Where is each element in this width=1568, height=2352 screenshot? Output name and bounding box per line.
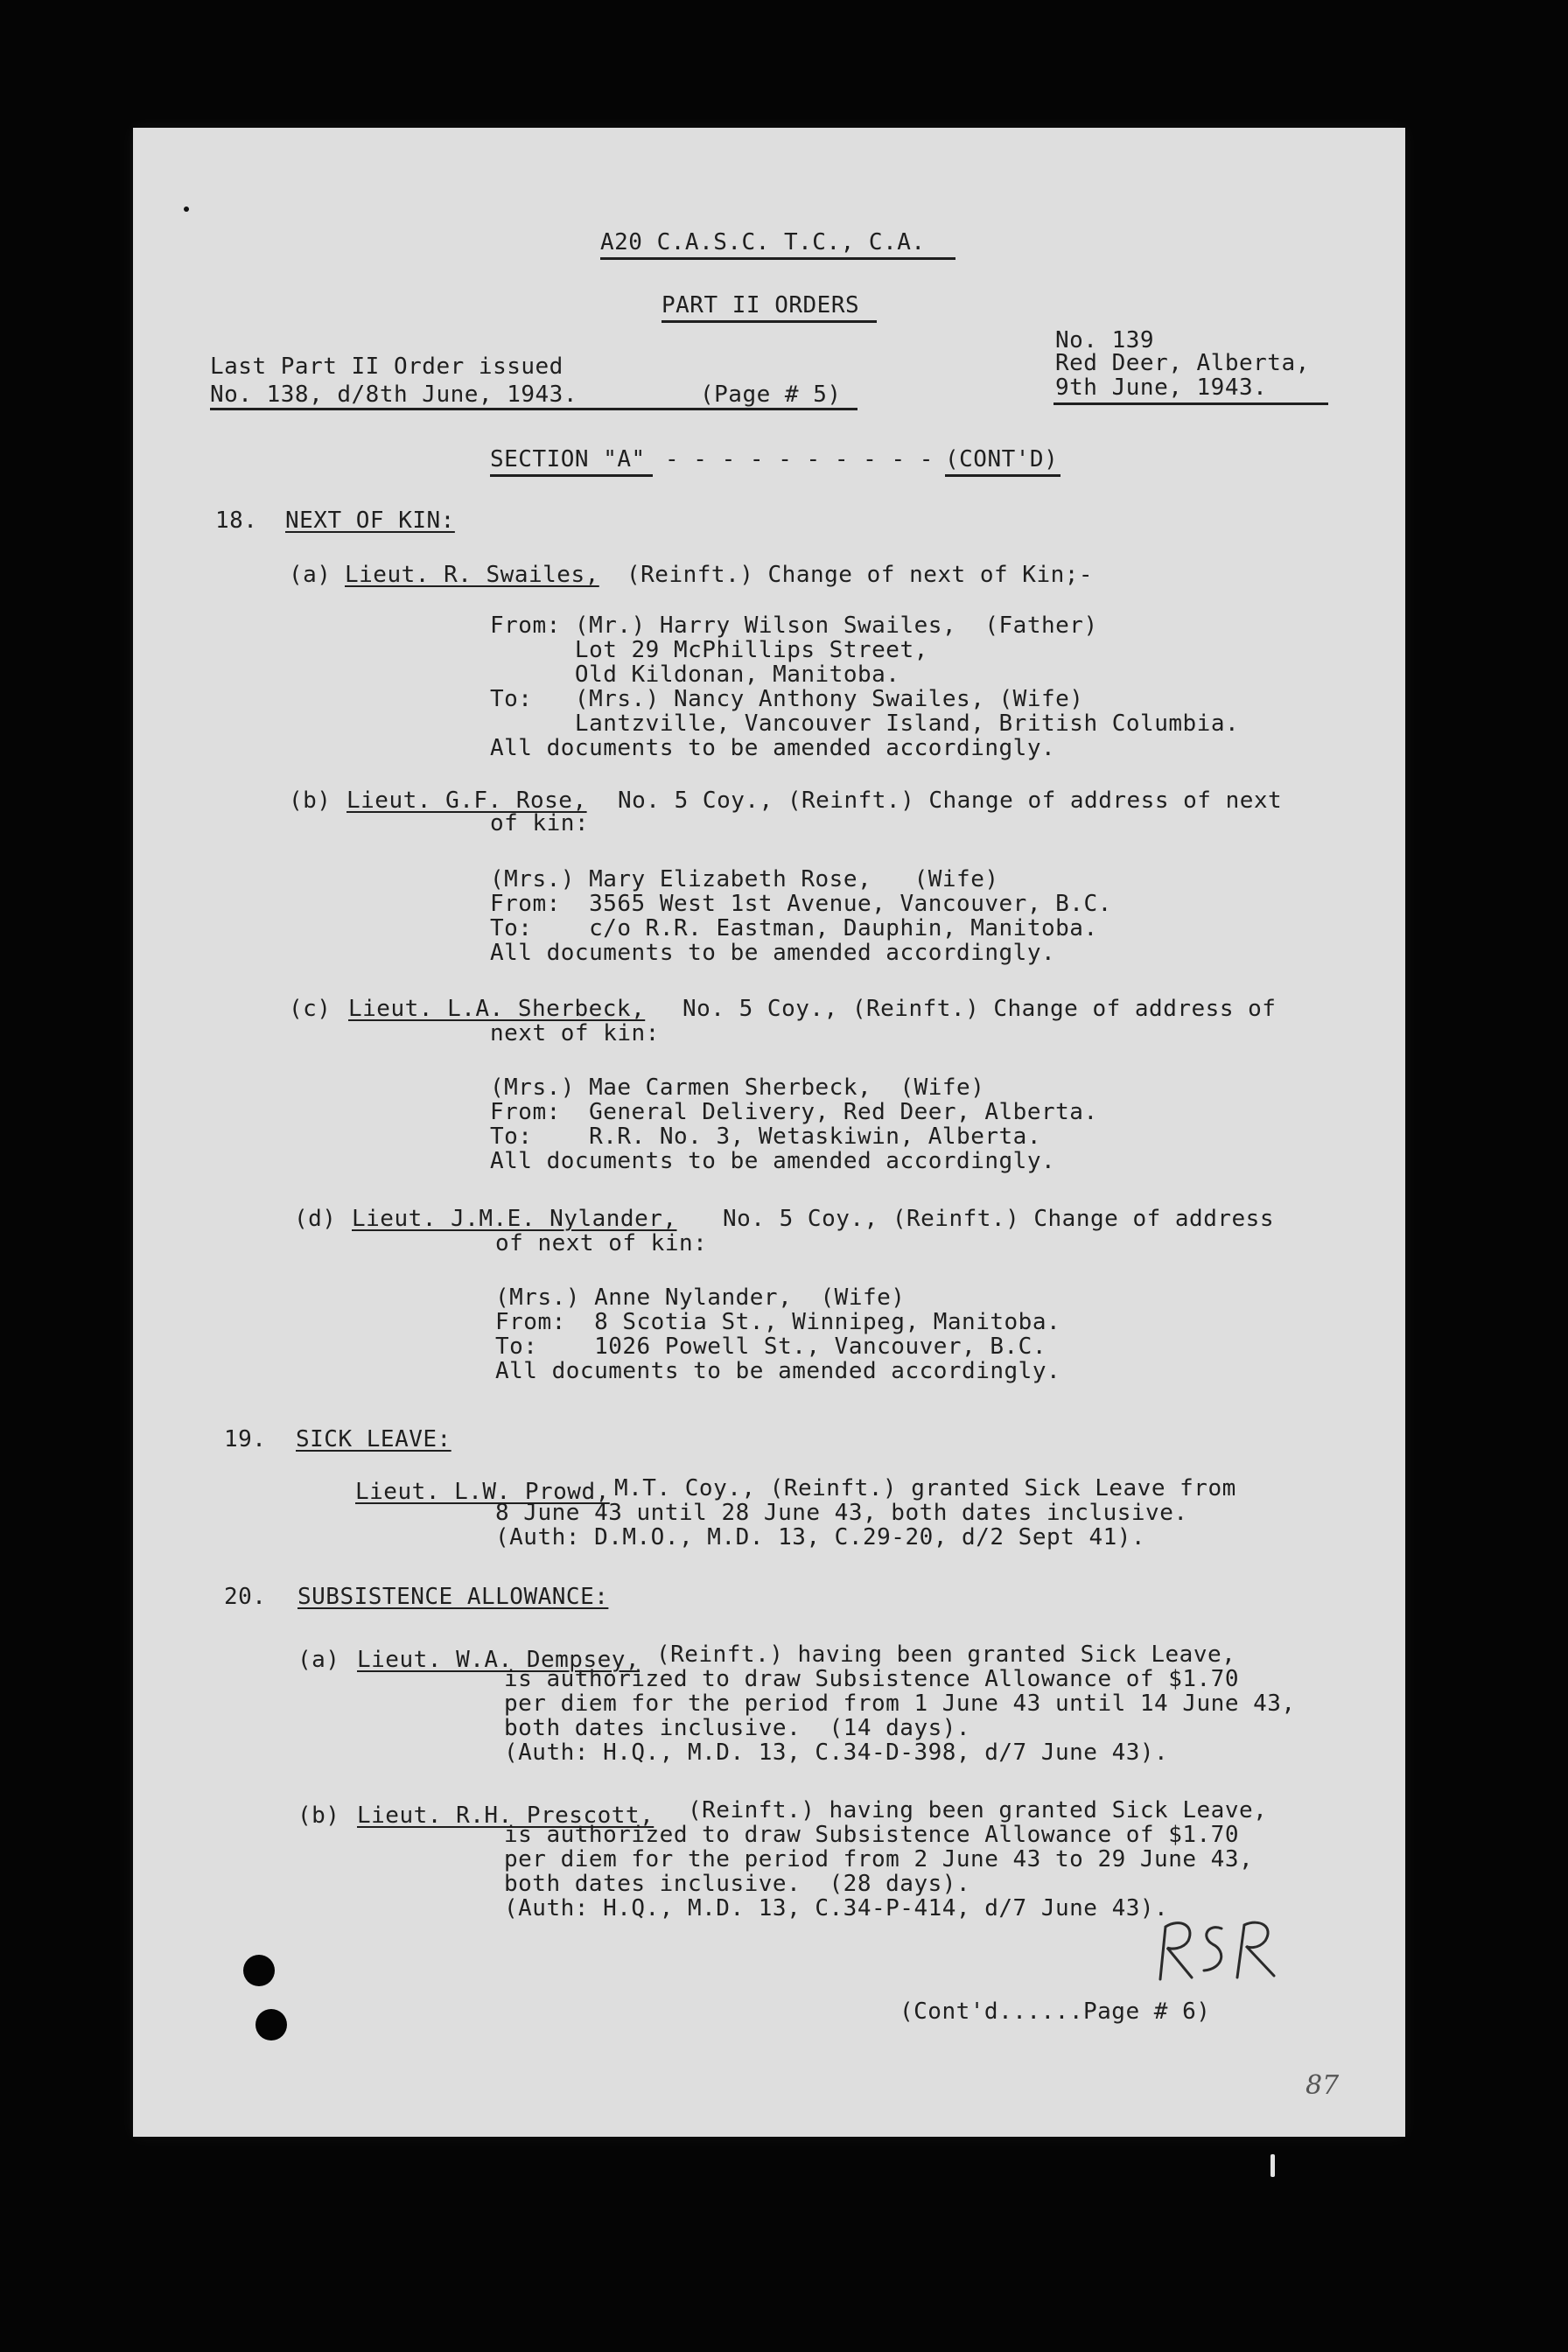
entry-line: To: c/o R.R. Eastman, Dauphin, Manitoba. [490, 915, 1098, 942]
entry-line: per diem for the period from 2 June 43 to 29 June 43, [504, 1846, 1254, 1872]
entry-line: is authorized to draw Subsistence Allowance of $1.70 [504, 1666, 1239, 1692]
entry-line: (Mrs.) Mary Elizabeth Rose, (Wife) [490, 866, 999, 892]
entry-line: To: R.R. No. 3, Wetaskiwin, Alberta. [490, 1124, 1041, 1150]
entry-line: (Mrs.) Mae Carmen Sherbeck, (Wife) [490, 1074, 985, 1101]
last-issued-ref: No. 138, d/8th June, 1943. [210, 382, 578, 408]
speck-mark [1270, 2154, 1275, 2177]
entry-line: Lantzville, Vancouver Island, British Columbia. [490, 710, 1240, 737]
section-dashes: - - - - - - - - - - [665, 446, 934, 472]
entry-line: All documents to be amended accordingly. [490, 1148, 1056, 1174]
header-underline-right [1054, 402, 1328, 405]
issue-date: 9th June, 1943. [1055, 374, 1268, 401]
sub-item-letter: (b) [289, 788, 332, 814]
page-indicator: (Page # 5) [700, 382, 842, 408]
entry-text: (Reinft.) having been granted Sick Leave, [688, 1797, 1268, 1824]
section-cont-underline [945, 474, 1060, 477]
header-underline-left [210, 408, 858, 410]
entry-text: No. 5 Coy., (Reinft.) Change of address of next [618, 788, 1283, 814]
entry-line: Old Kildonan, Manitoba. [490, 662, 900, 688]
entry-line: All documents to be amended accordingly. [490, 735, 1056, 761]
entry-line: To: (Mrs.) Nancy Anthony Swailes, (Wife) [490, 686, 1084, 712]
item-number: 20. [224, 1584, 267, 1610]
entry-line: 8 June 43 until 28 June 43, both dates inclusive. [495, 1500, 1188, 1526]
officer-name: Lieut. R.H. Prescott, [357, 1802, 654, 1829]
pencil-folio-number: 87 [1306, 2070, 1340, 2101]
entry-line: is authorized to draw Subsistence Allowance of $1.70 [504, 1822, 1239, 1848]
entry-line: From: (Mr.) Harry Wilson Swailes, (Father) [490, 612, 1098, 639]
unit-underline [600, 257, 956, 260]
officer-name: Lieut. W.A. Dempsey, [357, 1647, 640, 1673]
continued-note: (Cont'd......Page # 6) [900, 1998, 1211, 2025]
sub-item-letter: (c) [289, 996, 332, 1022]
section-label: SECTION "A" [490, 446, 646, 472]
handwritten-initials [1153, 1914, 1284, 1984]
officer-name: Lieut. L.A. Sherbeck, [348, 996, 646, 1022]
place: Red Deer, Alberta, [1055, 350, 1310, 376]
entry-line: From: 8 Scotia St., Winnipeg, Manitoba. [495, 1309, 1061, 1335]
last-issued-label: Last Part II Order issued [210, 354, 564, 380]
entry-line: (Mrs.) Anne Nylander, (Wife) [495, 1284, 906, 1311]
entry-text: (Reinft.) Change of next of Kin;- [626, 562, 1094, 588]
officer-name: Lieut. J.M.E. Nylander, [352, 1206, 677, 1232]
entry-line: both dates inclusive. (14 days). [504, 1715, 971, 1741]
entry-line: (Auth: D.M.O., M.D. 13, C.29-20, d/2 Sept 41). [495, 1524, 1146, 1550]
title-underline [662, 320, 877, 323]
entry-line: To: 1026 Powell St., Vancouver, B.C. [495, 1334, 1046, 1360]
entry-line: next of kin: [490, 1020, 660, 1046]
entry-line: of next of kin: [495, 1230, 708, 1256]
entry-line: per diem for the period from 1 June 43 until 14 June 43, [504, 1690, 1296, 1717]
item-number: 19. [224, 1426, 267, 1452]
entry-line: of kin: [490, 810, 590, 836]
entry-line: both dates inclusive. (28 days). [504, 1871, 971, 1897]
orders-title: PART II ORDERS [662, 292, 860, 318]
entry-line: Lot 29 McPhillips Street, [490, 637, 928, 663]
unit-heading: A20 C.A.S.C. T.C., C.A. [600, 229, 926, 256]
order-number: No. 139 [1055, 327, 1155, 354]
entry-line: All documents to be amended accordingly. [495, 1358, 1061, 1384]
entry-line: All documents to be amended accordingly. [490, 940, 1056, 966]
officer-name: Lieut. R. Swailes, [345, 562, 599, 588]
entry-text: (Reinft.) having been granted Sick Leave, [656, 1642, 1236, 1668]
entry-line: (Auth: H.Q., M.D. 13, C.34-D-398, d/7 June 43). [504, 1740, 1169, 1766]
sub-item-letter: (a) [298, 1647, 340, 1673]
officer-name: Lieut. G.F. Rose, [346, 788, 587, 814]
item-heading: SUBSISTENCE ALLOWANCE: [298, 1584, 609, 1610]
entry-text: M.T. Coy., (Reinft.) granted Sick Leave from [614, 1475, 1236, 1502]
entry-line: From: General Delivery, Red Deer, Alberta. [490, 1099, 1098, 1125]
sub-item-letter: (a) [289, 562, 332, 588]
speck-mark [184, 206, 189, 212]
section-cont: (CONT'D) [945, 446, 1059, 472]
sub-item-letter: (d) [294, 1206, 337, 1232]
punch-hole-bottom [256, 2009, 287, 2040]
entry-text: No. 5 Coy., (Reinft.) Change of address of [682, 996, 1277, 1022]
punch-hole-top [243, 1955, 275, 1986]
item-number: 18. [215, 508, 258, 534]
section-label-underline [490, 474, 653, 477]
officer-name: Lieut. L.W. Prowd, [355, 1479, 610, 1505]
entry-text: No. 5 Coy., (Reinft.) Change of address [723, 1206, 1274, 1232]
sub-item-letter: (b) [298, 1802, 340, 1829]
entry-line: (Auth: H.Q., M.D. 13, C.34-P-414, d/7 June 43). [504, 1895, 1169, 1922]
entry-line: From: 3565 West 1st Avenue, Vancouver, B.C. [490, 891, 1112, 917]
item-heading: NEXT OF KIN: [285, 508, 455, 534]
item-heading: SICK LEAVE: [296, 1426, 452, 1452]
